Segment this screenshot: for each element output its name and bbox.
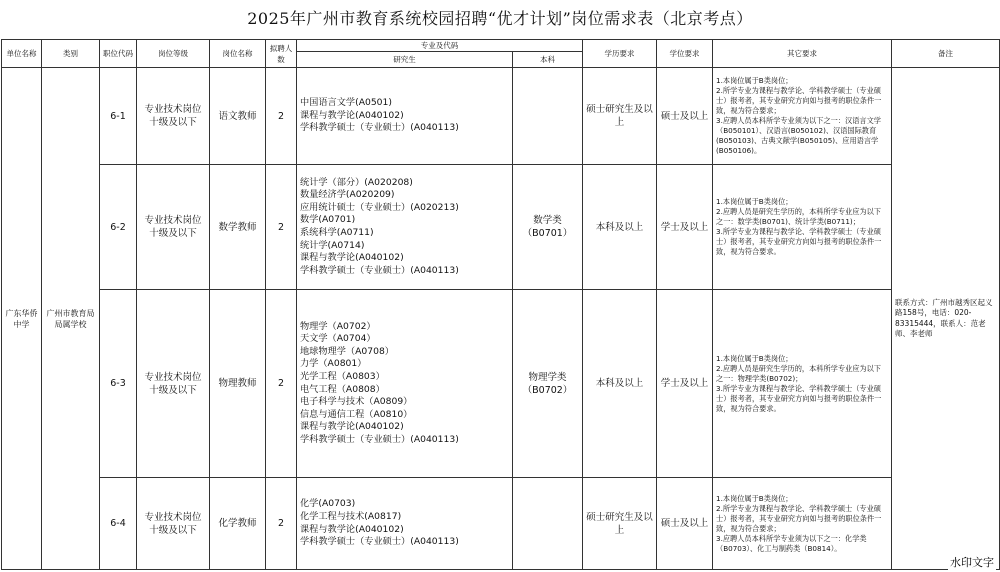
header-edu: 学历要求 <box>583 40 657 68</box>
requirement-line: 2.应聘人员是研究生学历的，本科所学专业应为以下之一：物理学类(B0702)； <box>716 363 881 383</box>
undergrad-major-cell <box>513 68 583 165</box>
header-degree: 学位要求 <box>657 40 713 68</box>
header-undergrad: 本科 <box>513 52 583 68</box>
edu-cell: 硕士研究生及以上 <box>583 68 657 165</box>
degree-cell: 硕士及以上 <box>657 68 713 165</box>
table-row <box>2 290 1000 478</box>
edu-cell: 硕士研究生及以上 <box>583 478 657 570</box>
table-row <box>2 165 1000 290</box>
major-line: 课程与教学论(A040102) <box>300 523 404 535</box>
requirement-line: 1.本岗位属于B类岗位； <box>716 197 793 206</box>
code-cell: 6-2 <box>100 165 137 290</box>
grad-major-cell <box>297 165 513 290</box>
major-line: 系统科学(A0711) <box>300 227 374 238</box>
count-cell: 2 <box>266 165 297 290</box>
position-table <box>1 39 1000 570</box>
page-title: 2025年广州市教育系统校园招聘“优才计划”岗位需求表（北京考点） <box>247 9 753 28</box>
header-unit: 单位名称 <box>2 40 42 68</box>
major-line: 数学(A0701) <box>300 214 356 226</box>
major-line: 应用统计硕士（专业硕士）(A020213) <box>300 201 459 213</box>
major-line: 统计学（部分）(A020208) <box>300 176 413 188</box>
major-line: 地球物理学（A0708） <box>300 345 394 357</box>
header-level: 岗位等级 <box>137 40 210 68</box>
grad-major-cell <box>297 290 513 478</box>
unit-name-cell: 广东华侨中学 <box>2 68 42 570</box>
post-cell: 数学教师 <box>210 165 266 290</box>
other-req-cell <box>713 478 892 570</box>
code-cell: 6-1 <box>100 68 137 165</box>
post-cell: 化学教师 <box>210 478 266 570</box>
header-code: 职位代码 <box>100 40 137 68</box>
remark-cell: 联系方式：广州市越秀区起义路158号，电话：020-83315444，联系人：范老师、李老师 <box>892 68 1000 570</box>
requirement-line: 2.所学专业为课程与教学论、学科教学硕士（专业硕士）报考者，其专业研究方向如与报考的职位条件一致，视为符合要求； <box>716 503 882 533</box>
undergrad-major-cell: 物理学类（B0702） <box>513 290 583 478</box>
category-cell: 广州市教育局局属学校 <box>42 68 100 570</box>
requirement-line: 1.本岗位属于B类岗位； <box>716 353 793 363</box>
other-req-cell <box>713 68 892 165</box>
header-post: 岗位名称 <box>210 40 266 68</box>
undergrad-major-cell: 数学类（B0701） <box>513 165 583 290</box>
level-cell: 专业技术岗位十级及以下 <box>137 68 210 165</box>
requirement-line: 2.所学专业为课程与教学论、学科教学硕士（专业硕士）报考者，其专业研究方向如与报考的职位条件一致，视为符合要求； <box>716 86 882 115</box>
major-line: 统计学(A0714) <box>300 239 365 251</box>
edu-cell: 本科及以上 <box>583 290 657 478</box>
header-other: 其它要求 <box>713 40 892 68</box>
major-line: 学科教学硕士（专业硕士）(A040113) <box>300 122 459 134</box>
major-line: 信息与通信工程（A0810） <box>300 408 413 420</box>
undergrad-major-cell <box>513 478 583 570</box>
table-row <box>2 68 1000 165</box>
major-line: 化学工程与技术(A0817) <box>300 510 402 522</box>
table-row <box>2 478 1000 570</box>
requirement-line: 1.本岗位属于B类岗位； <box>716 493 793 503</box>
requirement-line: 3.应聘人员本科所学专业须为以下之一：汉语言文学（B050101）、汉语言(B050102)、汉语国际教育(B050103)、古典文献学(B050105)、应用语言学(B050106)。 <box>716 116 881 155</box>
major-line: 光学工程（A0803） <box>300 370 385 382</box>
post-cell: 物理教师 <box>210 290 266 478</box>
major-line: 学科教学硕士（专业硕士）(A040113) <box>300 536 459 548</box>
degree-cell: 学士及以上 <box>657 290 713 478</box>
other-req-cell <box>713 290 892 478</box>
requirement-line: 1.本岗位属于B类岗位； <box>716 76 793 85</box>
level-cell: 专业技术岗位十级及以下 <box>137 290 210 478</box>
requirement-line: 2.应聘人员是研究生学历的，本科所学专业应为以下之一：数学类(B0701)、统计学类(B0711)； <box>716 207 881 226</box>
header-major-group: 专业及代码 <box>297 40 583 52</box>
major-line: 课程与教学论(A040102) <box>300 109 404 121</box>
major-line: 电子科学与技术（A0809） <box>300 396 413 408</box>
header-remark: 备注 <box>892 40 1000 68</box>
degree-cell: 学士及以上 <box>657 165 713 290</box>
requirement-line: 3.应聘人员本科所学专业须为以下之一：化学类（B0703）、化工与制药类（B0814）。 <box>716 533 867 553</box>
major-line: 物理学（A0702） <box>300 320 376 332</box>
level-cell: 专业技术岗位十级及以下 <box>137 165 210 290</box>
post-cell: 语文教师 <box>210 68 266 165</box>
other-req-cell <box>713 165 892 290</box>
header-count: 拟聘人数 <box>266 40 297 68</box>
count-cell: 2 <box>266 68 297 165</box>
major-line: 天文学（A0704） <box>300 333 376 345</box>
major-line: 化学(A0703) <box>300 498 356 510</box>
grad-major-cell <box>297 478 513 570</box>
requirement-line: 3.所学专业为课程与教学论、学科教学硕士（专业硕士）报考者，其专业研究方向如与报考的职位条件一致，视为符合要求。 <box>716 227 882 256</box>
edu-cell: 本科及以上 <box>583 165 657 290</box>
major-line: 数量经济学(A020209) <box>300 189 395 201</box>
major-line: 学科教学硕士（专业硕士）(A040113) <box>300 264 459 276</box>
major-line: 力学（A0801） <box>300 358 367 370</box>
grad-major-cell <box>297 68 513 165</box>
level-cell: 专业技术岗位十级及以下 <box>137 478 210 570</box>
major-line: 中国语言文学(A0501) <box>300 97 392 109</box>
requirement-line: 3.所学专业为课程与教学论、学科教学硕士（专业硕士）报考者，其专业研究方向如与报考的职位条件一致，视为符合要求。 <box>716 383 882 413</box>
code-cell: 6-4 <box>100 478 137 570</box>
major-line: 学科教学硕士（专业硕士）(A040113) <box>300 433 459 445</box>
watermark-text: 水印文字 <box>950 556 994 569</box>
header-grad: 研究生 <box>297 52 513 68</box>
major-line: 电气工程（A0808） <box>300 383 385 395</box>
degree-cell: 硕士及以上 <box>657 478 713 570</box>
major-line: 课程与教学论(A040102) <box>300 252 404 264</box>
header-category: 类别 <box>42 40 100 68</box>
code-cell: 6-3 <box>100 290 137 478</box>
count-cell: 2 <box>266 478 297 570</box>
count-cell: 2 <box>266 290 297 478</box>
major-line: 课程与教学论(A040102) <box>300 421 404 433</box>
